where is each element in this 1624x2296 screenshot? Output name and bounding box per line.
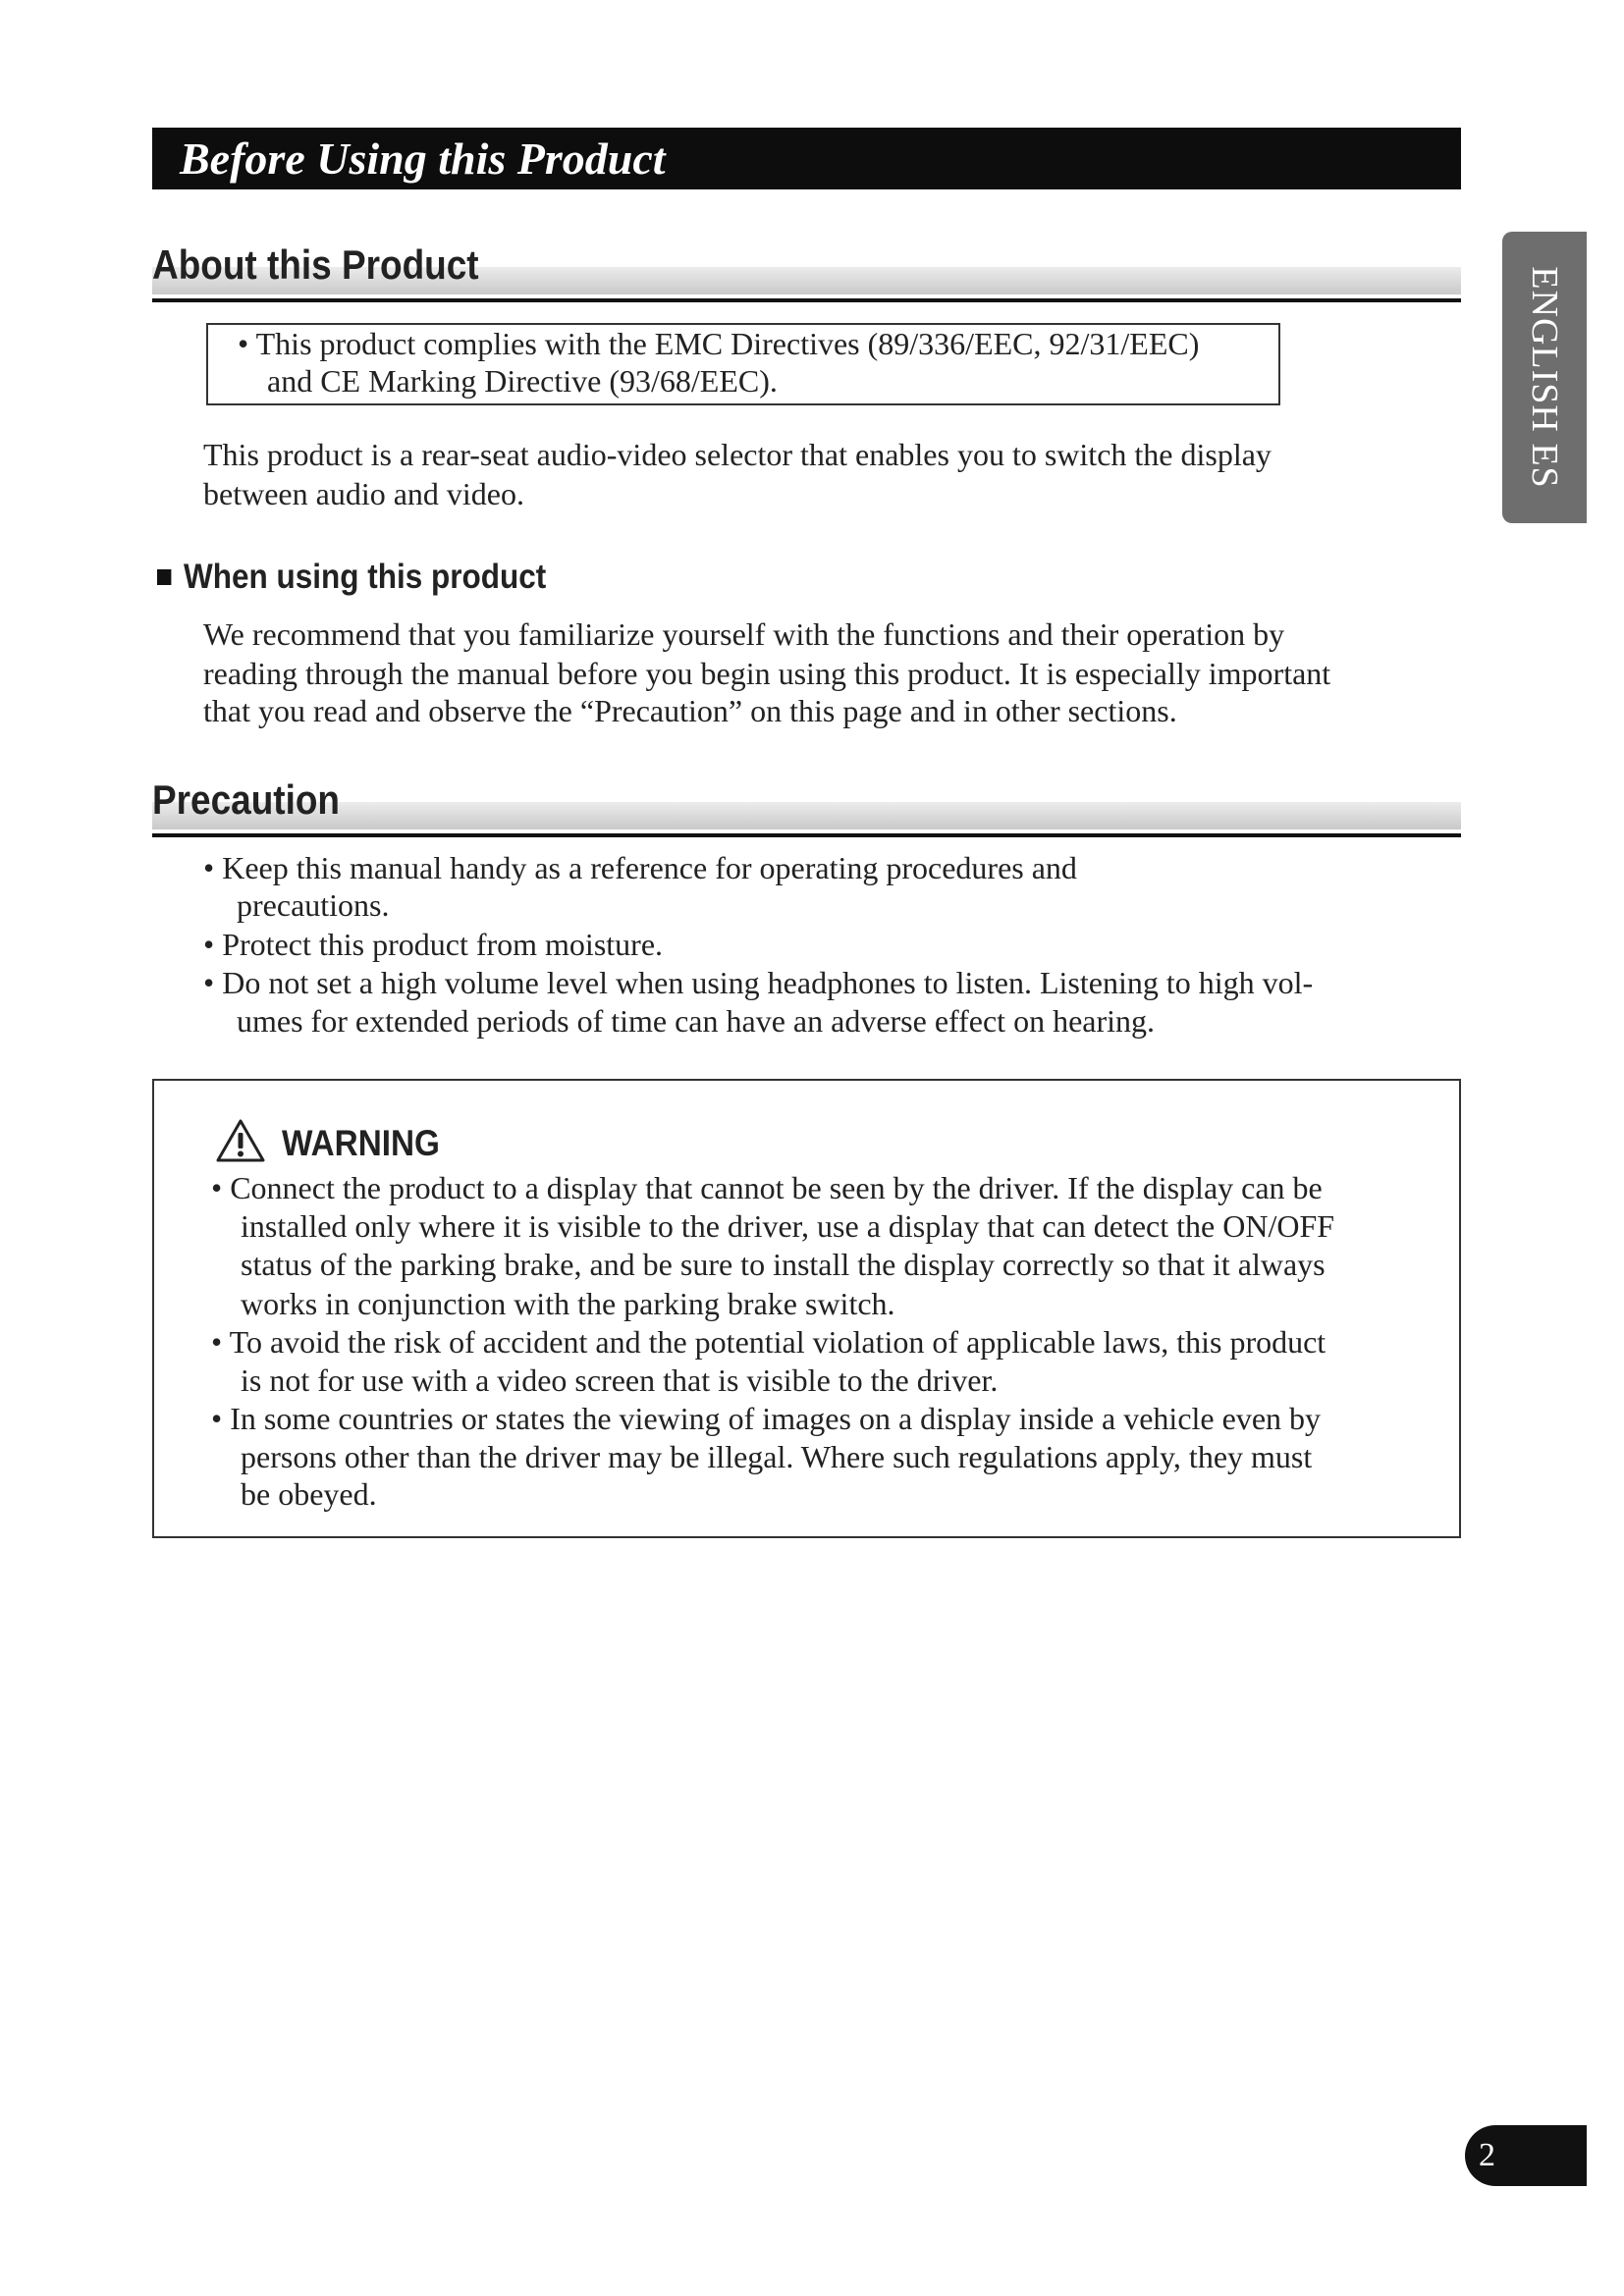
section-heading-about-text: About this Product [152,241,479,288]
section-heading-precaution-text: Precaution [152,776,341,823]
warning-line: • In some countries or states the viewing of images on a display inside a vehicle even by [211,1401,1322,1436]
square-bullet-icon [157,569,171,585]
chapter-title: Before Using this Product [180,133,666,184]
list-item: umes for extended periods of time can have an adverse effect on hearing. [237,1003,1156,1039]
warning-box [152,1079,1461,1538]
language-tab [1502,232,1587,523]
section-heading-precaution [152,776,1461,837]
notice-line: • This product complies with the EMC Directives (89/336/EEC, 92/31/EEC) [238,326,1200,361]
warning-line: be obeyed. [241,1476,377,1512]
compliance-notice-box [206,323,1280,405]
subsection-paragraph-line: We recommend that you familiarize yourself with the functions and their operation by [203,616,1285,652]
chapter-banner [152,128,1461,189]
warning-line: works in conjunction with the parking brake switch. [241,1286,895,1321]
subsection-paragraph-line: that you read and observe the “Precaution” on this page and in other sections. [203,693,1177,728]
subsection-paragraph-line: reading through the manual before you begin using this product. It is especially important [203,656,1331,691]
list-item: • Keep this manual handy as a reference for operating procedures and [203,850,1077,885]
subsection-heading-text: When using this product [184,558,547,596]
warning-line: • To avoid the risk of accident and the potential violation of applicable laws, this product [211,1324,1326,1360]
page-number: 2 [1479,2137,1495,2173]
about-paragraph-line: between audio and video. [203,476,524,511]
warning-triangle-icon [215,1118,266,1168]
warning-label: WARNING [282,1122,440,1163]
list-item: • Protect this product from moisture. [203,927,664,962]
page-number-tab [1465,2125,1587,2186]
warning-line: status of the parking brake, and be sure to install the display correctly so that it always [241,1247,1326,1282]
subsection-heading [157,558,546,597]
warning-line: persons other than the driver may be illegal. Where such regulations apply, they must [241,1439,1313,1474]
section-heading-about [152,241,1461,302]
warning-line: installed only where it is visible to the driver, use a display that can detect the ON/OFF [241,1208,1335,1244]
list-item: precautions. [237,887,390,923]
warning-line: • Connect the product to a display that cannot be seen by the driver. If the display can be [211,1170,1323,1205]
language-tab-label: ENGLISH ES [1524,266,1565,489]
warning-header [215,1118,458,1168]
warning-line: is not for use with a video screen that is visible to the driver. [241,1362,999,1398]
about-paragraph-line: This product is a rear-seat audio-video selector that enables you to switch the display [203,437,1272,472]
notice-line: and CE Marking Directive (93/68/EEC). [267,363,778,399]
list-item: • Do not set a high volume level when using headphones to listen. Listening to high vol- [203,965,1314,1000]
